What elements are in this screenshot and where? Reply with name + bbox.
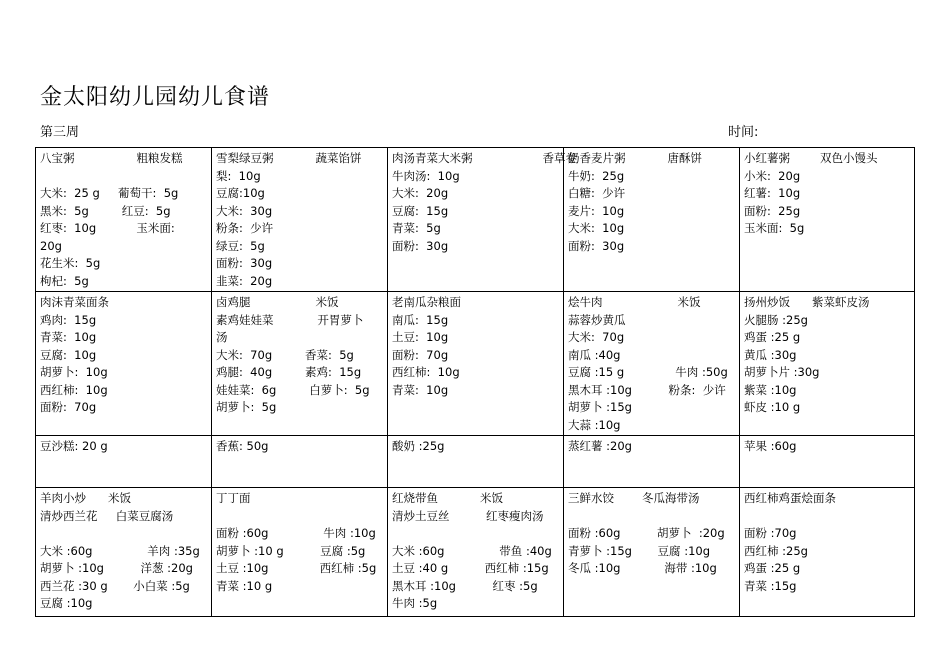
dish-title-secondary: 冬瓜海带汤	[642, 491, 700, 505]
dish-title-line	[744, 150, 911, 168]
ingredient-line: 红薯: 10g	[744, 186, 801, 200]
dish-title: 红烧带鱼	[392, 491, 438, 505]
ingredient-line: 牛奶: 25g	[568, 168, 625, 183]
dish-title: 奶香麦片粥	[568, 151, 626, 165]
dish-title-secondary: 唐酥饼	[667, 151, 702, 165]
dish-title-line	[568, 490, 736, 508]
dish-title-line	[216, 150, 384, 168]
ingredient-line: 20g	[40, 238, 62, 253]
ingredient-line: 胡萝卜片 :30g	[744, 365, 820, 379]
ingredient-line: 白糖: 少许	[568, 186, 626, 200]
menu-cell	[388, 436, 564, 488]
ingredient-line: 枸杞: 5g	[40, 273, 89, 288]
ingredient-line: 娃娃菜: 6g 白萝卜: 5g	[216, 382, 370, 397]
dish-title: 小红薯粥	[744, 151, 790, 165]
ingredient-line: 大米: 10g	[568, 221, 625, 235]
ingredient-line: 小米: 20g	[744, 168, 801, 183]
menu-cell	[564, 488, 740, 617]
dish-title: 肉沫青菜面条	[40, 295, 109, 309]
dish-title-line	[40, 150, 208, 168]
menu-cell	[740, 148, 915, 292]
ingredient-line: 牛肉 :5g	[392, 596, 438, 610]
ingredient-line: 土豆 :10g 西红柿 :5g	[216, 561, 377, 575]
menu-cell	[36, 436, 212, 488]
ingredient-line: 黑木耳 :10g 粉条: 少许	[568, 382, 726, 397]
menu-cell	[388, 292, 564, 436]
menu-cell	[564, 148, 740, 292]
ingredient-line: 西红柿 :25g	[744, 543, 808, 558]
dish-title-secondary: 米饭	[677, 295, 701, 309]
ingredient-line: 蒜蓉炒黄瓜	[568, 312, 626, 327]
ingredient-line: 豆腐 :10g	[40, 596, 93, 610]
ingredient-line: 大米 :60g 带鱼 :40g	[392, 543, 552, 558]
dish-title-secondary: 米饭	[108, 491, 131, 505]
menu-row	[36, 488, 915, 617]
snack-text: 蒸红薯 :20g	[568, 439, 632, 453]
menu-row	[36, 292, 915, 436]
ingredient-line: 黑木耳 :10g 红枣 :5g	[392, 578, 538, 593]
dish-title-secondary: 蔬菜馅饼	[315, 151, 362, 165]
ingredient-line: 清炒土豆丝 红枣瘦肉汤	[392, 508, 544, 523]
dish-title-line	[392, 150, 577, 168]
menu-cell	[36, 148, 212, 292]
dish-title: 三鲜水饺	[568, 491, 614, 505]
ingredient-line	[40, 168, 208, 186]
ingredient-line: 汤	[216, 330, 228, 344]
ingredient-line: 大米: 70g 香菜: 5g	[216, 347, 354, 362]
menu-cell	[564, 292, 740, 436]
dish-title-line	[568, 294, 736, 312]
dish-title-line	[744, 294, 911, 312]
ingredient-line: 红枣: 10g 玉米面:	[40, 221, 175, 235]
ingredient-line: 绿豆: 5g	[216, 238, 265, 253]
dish-title: 八宝粥	[40, 151, 75, 165]
dish-title-line	[392, 294, 560, 312]
ingredient-line: 梨: 10g	[216, 168, 261, 183]
ingredient-line: 土豆 :40 g 西红柿 :15g	[392, 561, 549, 575]
week-label: 第三周	[40, 125, 80, 140]
menu-cell	[740, 436, 915, 488]
ingredient-line: 虾皮 :10 g	[744, 400, 801, 414]
ingredient-line: 面粉 :60g 牛肉 :10g	[216, 526, 376, 540]
ingredient-line: 面粉: 30g	[392, 238, 449, 253]
ingredient-line: 西红柿: 10g	[40, 382, 108, 397]
dish-title: 羊肉小炒	[40, 491, 86, 505]
ingredient-line: 胡萝卜 :10g 洋葱 :20g	[40, 561, 193, 575]
menu-cell	[212, 436, 388, 488]
ingredient-line: 黑米: 5g 红豆: 5g	[40, 203, 171, 218]
ingredient-line: 胡萝卜 :15g	[568, 400, 632, 414]
ingredient-line: 花生米: 5g	[40, 256, 101, 270]
ingredient-line: 青菜 :10 g	[216, 578, 273, 593]
ingredient-line: 豆腐: 15g	[392, 203, 449, 218]
ingredient-line: 鸡肉: 15g	[40, 312, 97, 327]
ingredient-line: 西兰花 :30 g 小白菜 :5g	[40, 578, 190, 593]
ingredient-line: 土豆: 10g	[392, 330, 449, 344]
ingredient-line: 青萝卜 :15g 豆腐 :10g	[568, 543, 711, 558]
ingredient-line: 面粉: 30g	[216, 256, 273, 270]
menu-cell	[212, 292, 388, 436]
dish-title-secondary: 双色小馒头	[820, 151, 878, 165]
dish-title-secondary: 米饭	[480, 491, 503, 505]
ingredient-line: 清炒西兰花 白菜豆腐汤	[40, 508, 174, 523]
dish-title: 老南瓜杂粮面	[392, 295, 461, 309]
ingredient-line: 青菜: 5g	[392, 221, 441, 235]
ingredient-line: 大米: 20g	[392, 186, 449, 200]
ingredient-line: 西红柿: 10g	[392, 365, 460, 379]
ingredient-line: 大米: 30g	[216, 203, 273, 218]
ingredient-line: 大米: 70g	[568, 330, 625, 344]
menu-row	[36, 148, 915, 292]
ingredient-line: 鸡蛋 :25 g	[744, 330, 801, 344]
ingredient-line: 麦片: 10g	[568, 203, 625, 218]
snack-text: 酸奶 :25g	[392, 439, 445, 453]
ingredient-line: 面粉 :60g 胡萝卜 :20g	[568, 526, 725, 540]
ingredient-line: 青菜 :15g	[744, 578, 797, 593]
dish-title: 扬州炒饭	[744, 295, 790, 309]
dish-title: 西红柿鸡蛋烩面条	[744, 491, 836, 505]
ingredient-line: 胡萝卜 :10 g 豆腐 :5g	[216, 543, 366, 558]
time-label: 时间:	[728, 125, 759, 140]
ingredient-line: 大蒜 :10g	[568, 417, 621, 432]
menu-cell	[212, 148, 388, 292]
ingredient-line: 南瓜 :40g	[568, 347, 621, 362]
ingredient-line: 胡萝卜: 5g	[216, 400, 277, 414]
dish-title: 雪梨绿豆粥	[216, 151, 274, 165]
ingredient-line	[744, 508, 911, 526]
ingredient-line: 面粉: 25g	[744, 203, 801, 218]
dish-title: 卤鸡腿	[216, 295, 251, 309]
dish-title-line	[216, 490, 384, 508]
dish-title-line	[40, 490, 208, 508]
ingredient-line: 面粉 :70g	[744, 526, 797, 540]
ingredient-line	[568, 508, 736, 526]
menu-cell	[36, 292, 212, 436]
ingredient-line: 豆腐 :15 g 牛肉 :50g	[568, 365, 728, 379]
menu-cell	[740, 488, 915, 617]
ingredient-line: 大米 :60g 羊肉 :35g	[40, 543, 200, 558]
menu-row	[36, 436, 915, 488]
dish-title-secondary: 香草卷	[542, 151, 577, 165]
dish-title: 肉汤青菜大米粥	[392, 151, 473, 165]
ingredient-line: 粉条: 少许	[216, 221, 274, 235]
dish-title-secondary: 米饭	[315, 295, 339, 309]
ingredient-line	[216, 508, 384, 526]
ingredient-line: 南瓜: 15g	[392, 312, 449, 327]
ingredient-line: 面粉: 30g	[568, 238, 625, 253]
dish-title: 丁丁面	[216, 491, 251, 505]
ingredient-line: 鸡蛋 :25 g	[744, 561, 801, 575]
dish-title-line	[568, 150, 736, 168]
snack-text: 香蕉: 50g	[216, 439, 269, 453]
ingredient-line	[40, 525, 208, 543]
dish-title-secondary: 紫菜虾皮汤	[812, 295, 870, 309]
menu-table	[35, 147, 915, 617]
dish-title: 烩牛肉	[568, 295, 603, 309]
ingredient-line: 面粉: 70g	[40, 400, 97, 414]
dish-title-line	[216, 294, 384, 312]
ingredient-line: 豆腐: 10g	[40, 347, 97, 362]
ingredient-line: 胡萝卜: 10g	[40, 365, 108, 379]
ingredient-line: 玉米面: 5g	[744, 221, 805, 235]
ingredient-line: 青菜: 10g	[40, 330, 97, 344]
menu-cell	[212, 488, 388, 617]
ingredient-line: 紫菜 :10g	[744, 382, 797, 397]
ingredient-line: 火腿肠 :25g	[744, 312, 808, 327]
snack-text: 苹果 :60g	[744, 439, 797, 453]
snack-text: 豆沙糕: 20 g	[40, 439, 108, 453]
page-title: 金太阳幼儿园幼儿食谱	[40, 85, 271, 110]
ingredient-line: 面粉: 70g	[392, 347, 449, 362]
dish-title-line	[392, 490, 560, 508]
ingredient-line: 大米: 25 g 葡萄干: 5g	[40, 186, 179, 200]
ingredient-line: 韭菜: 20g	[216, 273, 273, 288]
dish-title-secondary: 粗粮发糕	[136, 151, 183, 165]
ingredient-line	[392, 525, 560, 543]
dish-title-line	[40, 294, 208, 312]
menu-cell	[388, 148, 577, 292]
ingredient-line: 青菜: 10g	[392, 382, 449, 397]
ingredient-line: 黄瓜 :30g	[744, 347, 797, 362]
menu-cell	[564, 436, 740, 488]
ingredient-line: 牛肉汤: 10g	[392, 168, 460, 183]
menu-cell	[388, 488, 564, 617]
ingredient-line: 豆腐:10g	[216, 186, 265, 200]
menu-cell	[740, 292, 915, 436]
ingredient-line: 冬瓜 :10g 海带 :10g	[568, 561, 717, 575]
ingredient-line: 鸡腿: 40g 素鸡: 15g	[216, 365, 362, 379]
menu-cell	[36, 488, 212, 617]
dish-title-line	[744, 490, 911, 508]
ingredient-line: 素鸡娃娃菜 开胃萝卜	[216, 312, 364, 327]
